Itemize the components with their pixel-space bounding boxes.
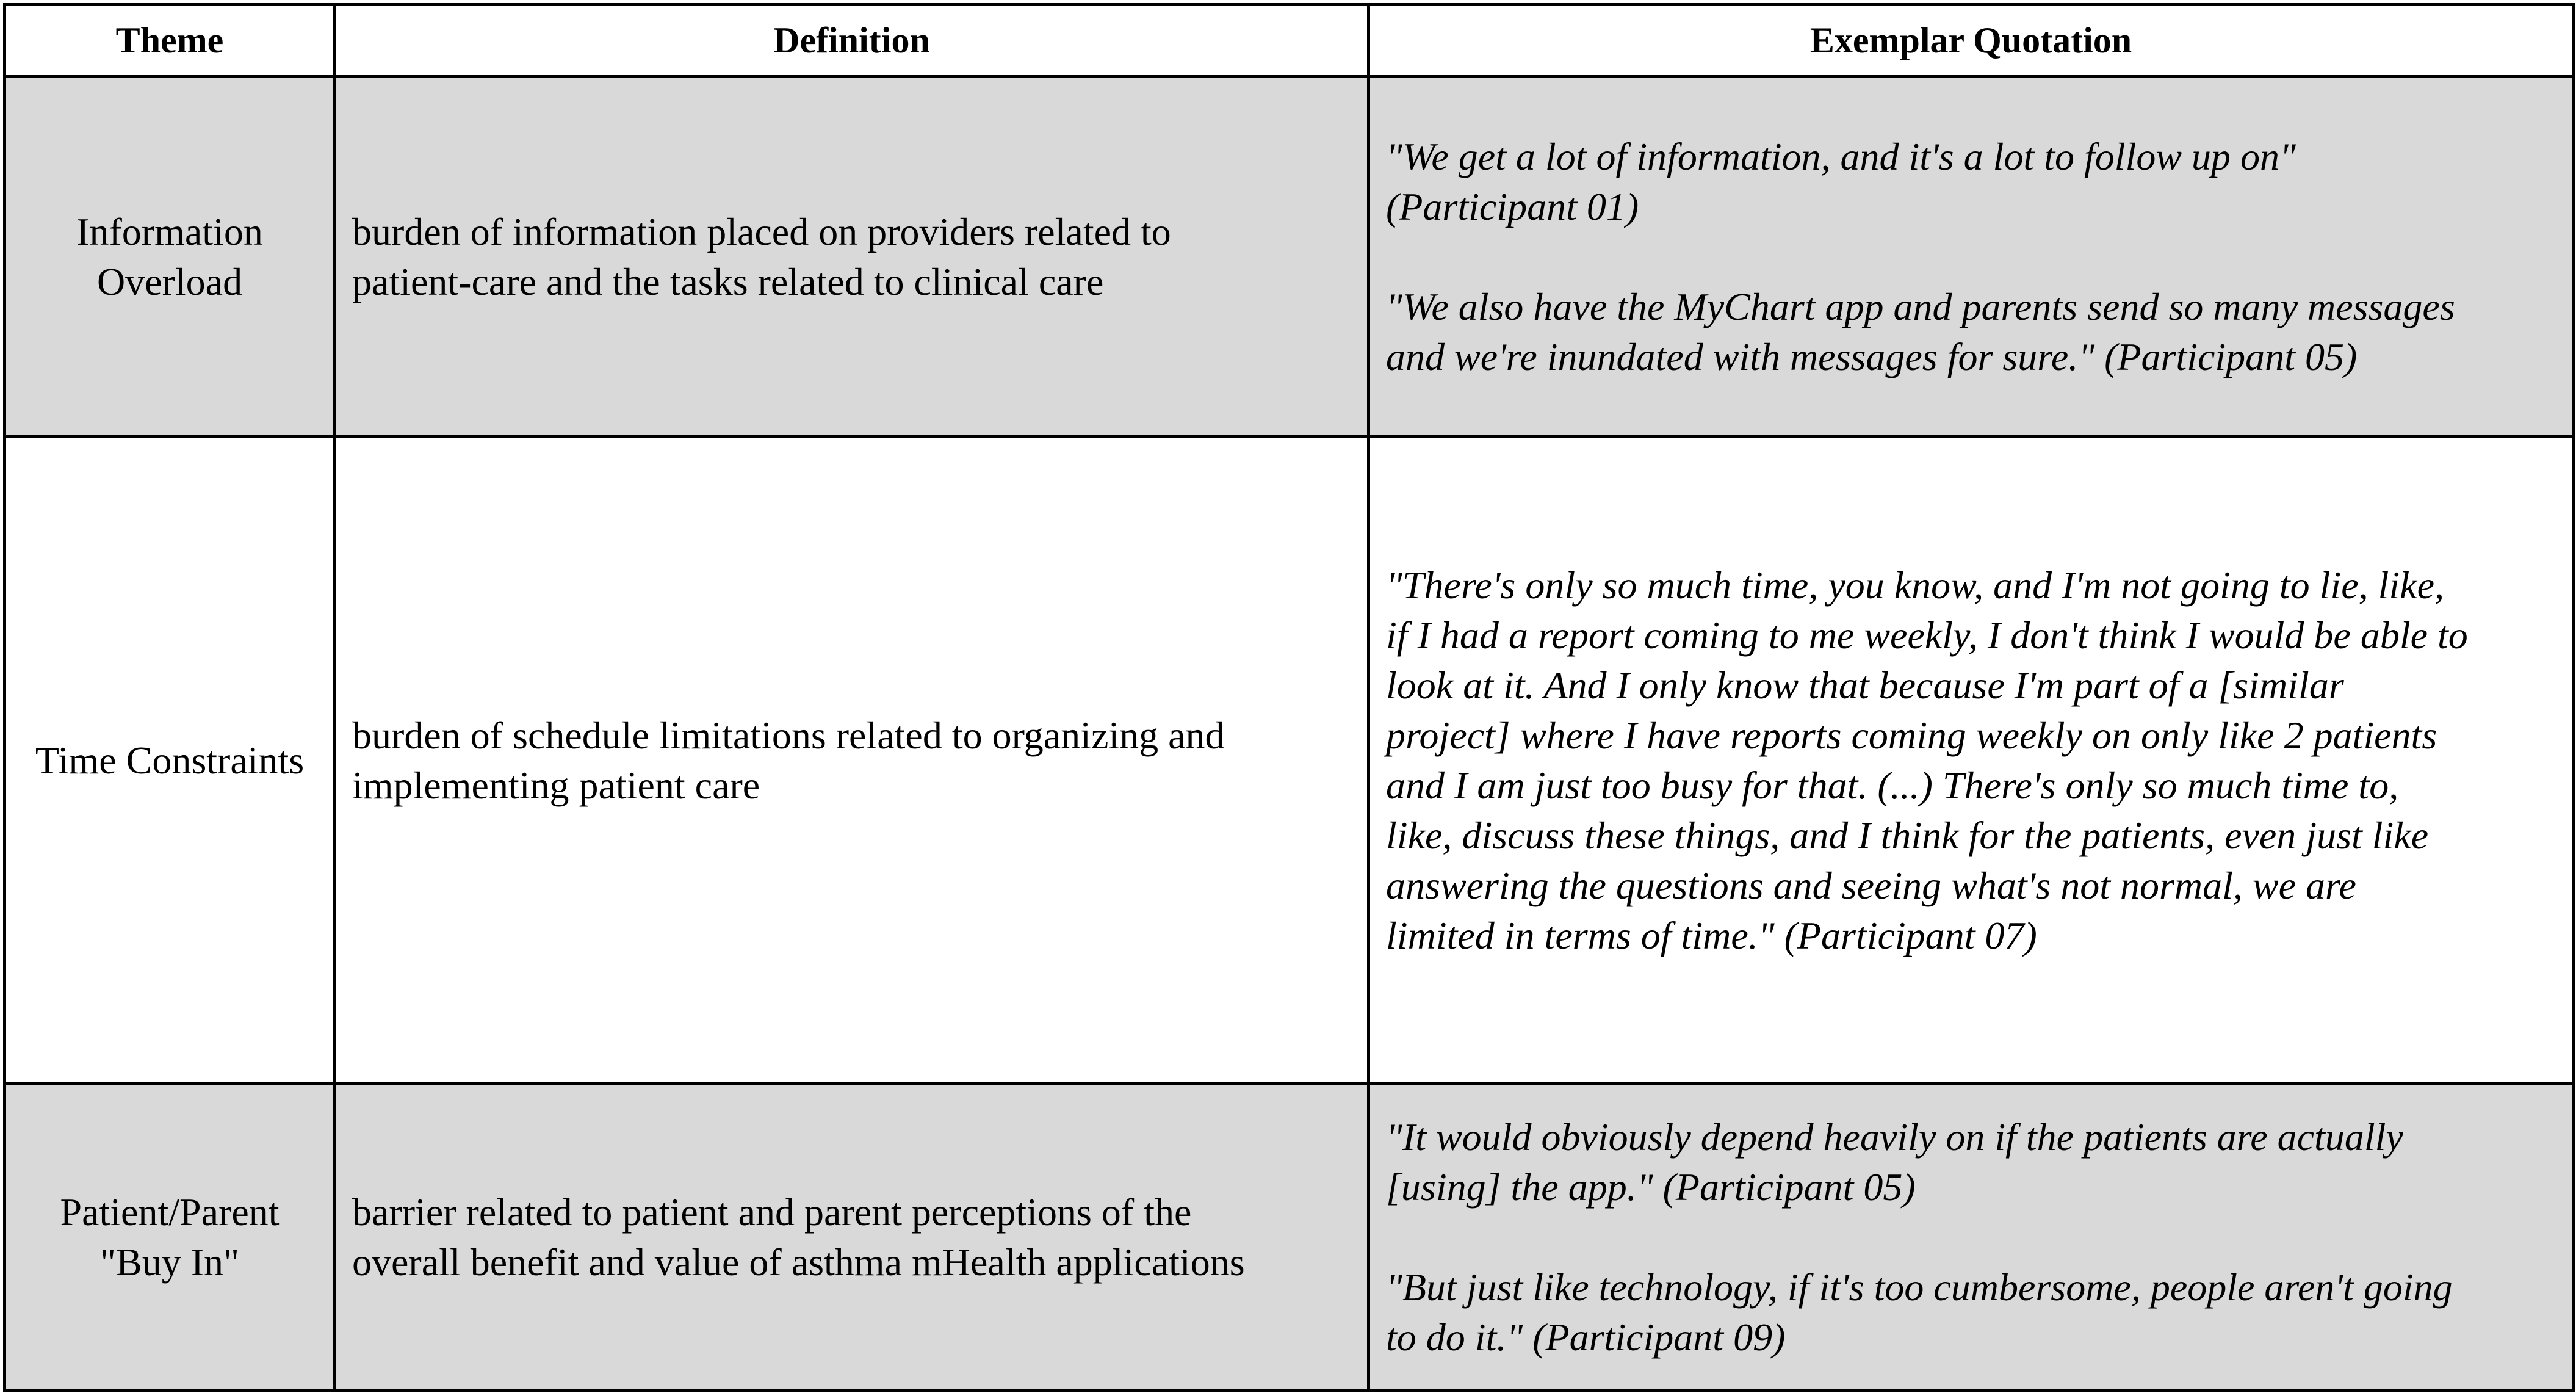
quotation: [1386, 132, 2556, 232]
quotation-cell: [1369, 1084, 2574, 1391]
quotation-line: "It would obviously depend heavily on if the patients are actually: [1386, 1115, 2403, 1159]
quotation-line: [using] the app." (Participant 05): [1386, 1165, 1916, 1209]
table-row-time-constraints: [5, 437, 2574, 1084]
definition-cell: [335, 77, 1369, 437]
themes-table: [3, 3, 2575, 1392]
theme-line: Patient/Parent: [60, 1190, 280, 1234]
theme-cell: [5, 77, 335, 437]
quotation-line: "There's only so much time, you know, and I'm not going to lie, like,: [1386, 563, 2444, 607]
quotation-cell: [1369, 77, 2574, 437]
quotation: [1386, 1112, 2556, 1212]
quotation-line: and I am just too busy for that. (...) There's only so much time to,: [1386, 763, 2399, 807]
quotation-line: look at it. And I only know that because I'm part of a [similar: [1386, 663, 2344, 707]
quotation: [1386, 282, 2556, 382]
definition-line: burden of information placed on providers related to: [352, 209, 1171, 253]
quotation-line: (Participant 01): [1386, 184, 1639, 228]
quotation-line: to do it." (Participant 09): [1386, 1315, 1786, 1359]
quotation-line: "We also have the MyChart app and parents send so many messages: [1386, 284, 2455, 328]
definition-line: burden of schedule limitations related to organizing and: [352, 713, 1225, 757]
header-definition: Definition: [335, 5, 1369, 77]
quotation-line: project] where I have reports coming weekly on only like 2 patients: [1386, 713, 2437, 757]
theme-cell: [5, 437, 335, 1084]
quotation: [1386, 560, 2556, 961]
quotation: [1386, 1262, 2556, 1362]
definition-line: overall benefit and value of asthma mHealth applications: [352, 1240, 1245, 1284]
quotation-line: "But just like technology, if it's too cumbersome, people aren't going: [1386, 1265, 2453, 1309]
definition-cell: [335, 437, 1369, 1084]
header-theme: Theme: [5, 5, 335, 77]
quotation-line: if I had a report coming to me weekly, I don't think I would be able to: [1386, 613, 2468, 657]
table-row-information-overload: [5, 77, 2574, 437]
theme-cell: [5, 1084, 335, 1391]
theme-line: Information: [76, 209, 263, 253]
definition-line: barrier related to patient and parent perceptions of the: [352, 1190, 1192, 1234]
quotation-line: "We get a lot of information, and it's a lot to follow up on": [1386, 134, 2296, 178]
header-exemplar-quotation: Exemplar Quotation: [1369, 5, 2574, 77]
quotation-line: and we're inundated with messages for sure." (Participant 05): [1386, 335, 2358, 378]
quotation-line: limited in terms of time." (Participant 07): [1386, 913, 2037, 957]
theme-line: "Buy In": [99, 1240, 240, 1284]
table-row-patient-parent-buy-in: [5, 1084, 2574, 1391]
definition-cell: [335, 1084, 1369, 1391]
definition-line: implementing patient care: [352, 763, 760, 807]
definition-line: patient-care and the tasks related to clinical care: [352, 259, 1104, 303]
header-row: [5, 5, 2574, 77]
theme-line: Overload: [96, 259, 243, 303]
quotation-line: answering the questions and seeing what's not normal, we are: [1386, 863, 2356, 907]
quotation-line: like, discuss these things, and I think for the patients, even just like: [1386, 813, 2429, 857]
quotation-cell: [1369, 437, 2574, 1084]
theme-line: Time Constraints: [35, 738, 305, 782]
